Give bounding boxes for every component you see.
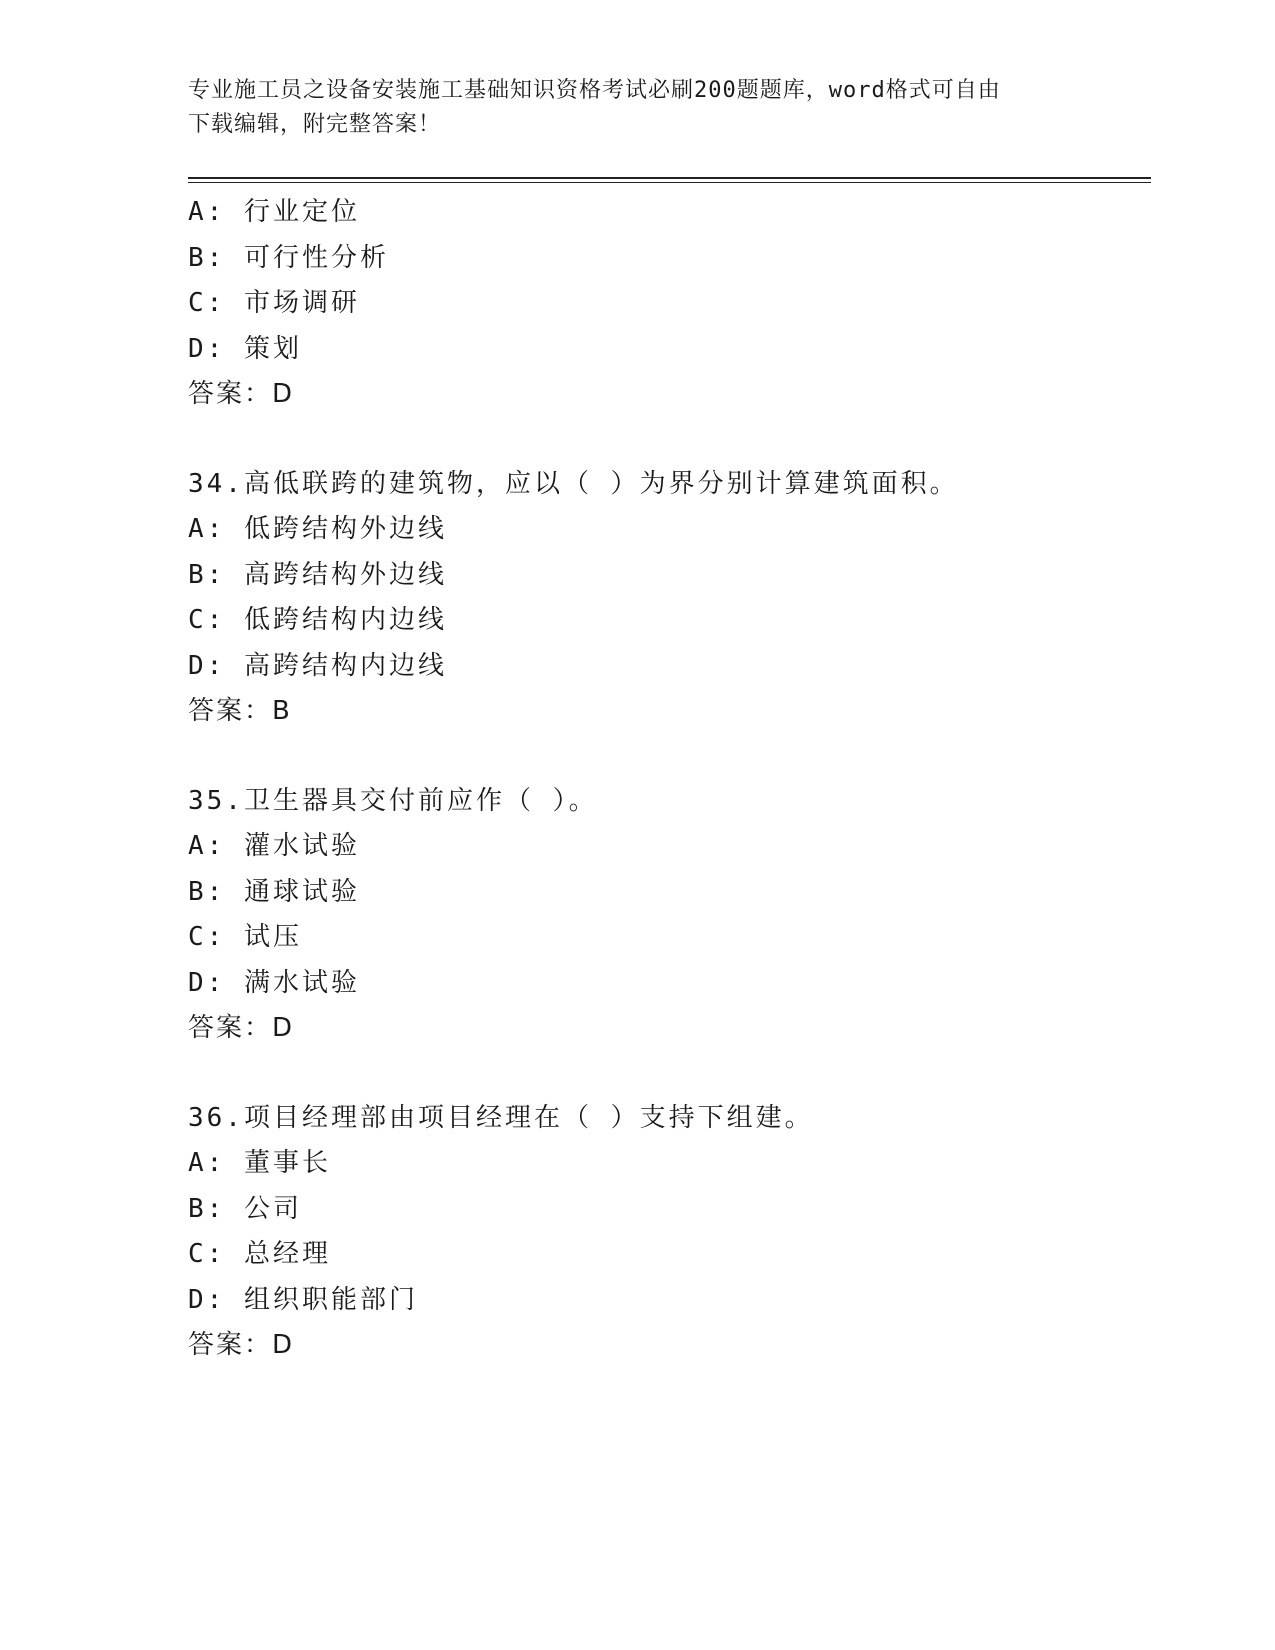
question-block-34 (188, 462, 1148, 735)
header-divider-thick (188, 177, 1151, 179)
option-d: D: 策划 (188, 333, 302, 364)
question-block-36 (188, 1096, 1148, 1369)
option-b: B: 公司 (188, 1193, 302, 1224)
option-d: D: 组织职能部门 (188, 1284, 418, 1315)
header-divider-thin (188, 182, 1151, 183)
option-c: C: 总经理 (188, 1239, 331, 1269)
spacer (188, 1052, 1148, 1096)
option-b: B: 高跨结构外边线 (188, 559, 447, 590)
option-c: C: 试压 (188, 922, 302, 952)
header-line-1: 专业施工员之设备安装施工基础知识资格考试必刷200题题库，word格式可自由 (188, 78, 1001, 103)
option-a: A: 行业定位 (188, 197, 360, 227)
question-block-33 (188, 190, 1148, 418)
option-c: C: 市场调研 (188, 288, 360, 318)
answer: 答案：D (188, 1330, 295, 1360)
question-text: 36.项目经理部由项目经理在（ ）支持下组建。 (188, 1102, 814, 1133)
option-b: B: 可行性分析 (188, 242, 389, 273)
answer: 答案：D (188, 379, 295, 409)
header-line-2: 下载编辑，附完整答案！ (188, 112, 442, 137)
answer: 答案：D (188, 1013, 295, 1043)
question-text: 35.卫生器具交付前应作（ ）。 (188, 785, 598, 816)
option-a: A: 低跨结构外边线 (188, 514, 447, 544)
document-header (188, 74, 1088, 142)
option-a: A: 灌水试验 (188, 831, 360, 861)
option-d: D: 满水试验 (188, 967, 360, 998)
option-a: A: 董事长 (188, 1148, 331, 1178)
question-text: 34.高低联跨的建筑物，应以（ ）为界分别计算建筑面积。 (188, 468, 959, 499)
option-c: C: 低跨结构内边线 (188, 605, 447, 635)
answer: 答案：B (188, 696, 292, 726)
question-list (188, 190, 1148, 1369)
spacer (188, 418, 1148, 462)
option-d: D: 高跨结构内边线 (188, 650, 447, 681)
question-block-35 (188, 779, 1148, 1052)
option-b: B: 通球试验 (188, 876, 360, 907)
spacer (188, 735, 1148, 779)
